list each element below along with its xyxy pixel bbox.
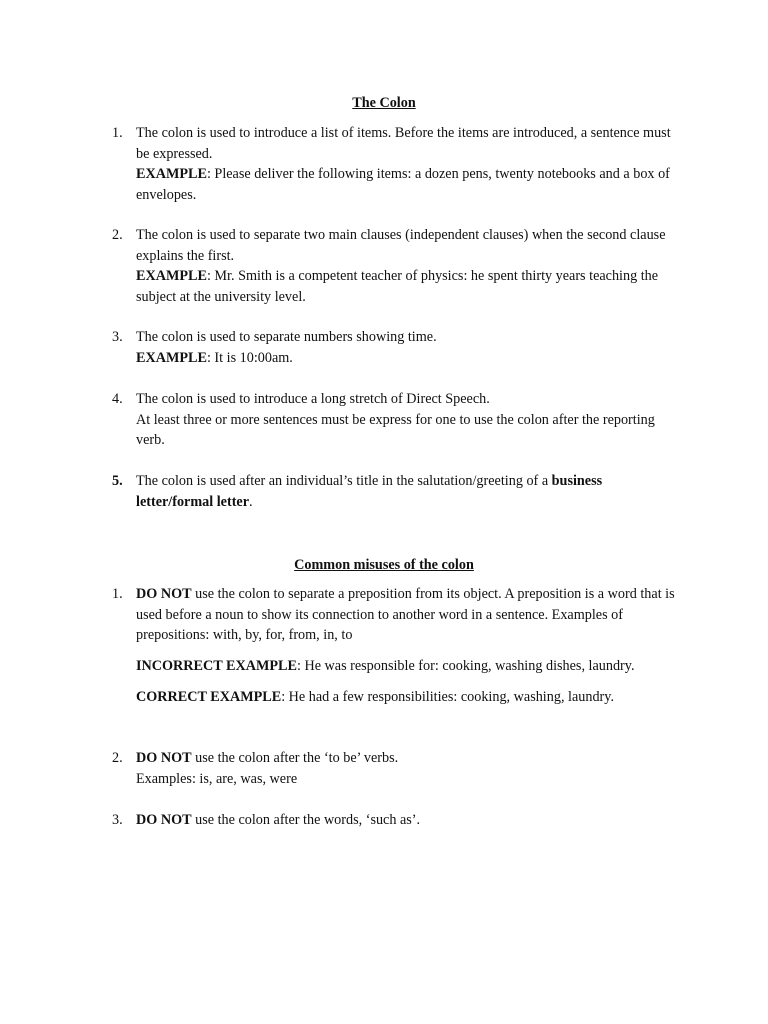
use-description: The colon is used to introduce a long stretch of Direct Speech. (136, 391, 490, 407)
use-item-3 (112, 327, 682, 368)
list-number: 5. (112, 473, 123, 489)
misuse-lead: DO NOT (136, 750, 192, 766)
list-number: 3. (112, 812, 123, 828)
misuse-incorrect-example (112, 656, 682, 677)
example-label: EXAMPLE (136, 349, 207, 366)
list-number: 1. (112, 586, 123, 602)
correct-example-line (136, 687, 682, 708)
example-text: : Mr. Smith is a competent teacher of physics: he spent thirty years teaching the subject at the university level. (136, 268, 659, 305)
incorrect-example-line (136, 656, 682, 677)
misuse-examples: Examples: is, are, was, were (136, 770, 298, 787)
use-text: The colon is used after an individual’s title in the salutation/greeting of a (136, 473, 552, 489)
use-example (136, 348, 682, 369)
list-number: 1. (112, 125, 123, 141)
list-number: 2. (112, 750, 123, 766)
use-item-1 (112, 123, 682, 205)
use-description (136, 471, 682, 512)
misuse-description (136, 584, 682, 646)
incorrect-text: : He was responsible for: cooking, washing dishes, laundry. (296, 658, 635, 674)
misuse-description (136, 748, 682, 769)
use-item-2 (112, 225, 682, 307)
use-description: The colon is used to separate numbers showing time. (136, 329, 437, 345)
use-tail: . (249, 493, 253, 510)
misuse-correct-example (112, 687, 682, 708)
correct-text: : He had a few responsibilities: cooking, washing, laundry. (281, 689, 614, 705)
example-label: EXAMPLE (136, 268, 207, 284)
use-example (136, 164, 682, 205)
use-note: At least three or more sentences must be express for one to use the colon after the reporting verb. (136, 411, 655, 448)
use-description: The colon is used to introduce a list of items. Before the items are introduced, a sentence must be expressed. (136, 125, 671, 162)
list-number: 2. (112, 227, 123, 243)
list-number: 3. (112, 329, 123, 345)
list-number: 4. (112, 391, 123, 407)
correct-label: CORRECT EXAMPLE (136, 689, 282, 705)
use-example (136, 266, 682, 307)
use-item-5 (112, 471, 682, 512)
misuse-lead: DO NOT (136, 812, 192, 828)
example-text: : Please deliver the following items: a dozen pens, twenty notebooks and a box of envelopes. (136, 166, 670, 203)
misuse-item-1 (112, 584, 682, 646)
misuse-text: use the colon after the ‘to be’ verbs. (191, 750, 399, 766)
example-text: : It is 10:00am. (206, 349, 293, 366)
misuse-text: use the colon after the words, ‘such as’. (191, 812, 421, 828)
use-item-4 (112, 389, 682, 451)
example-label: EXAMPLE (136, 166, 207, 182)
misuse-lead: DO NOT (136, 586, 192, 602)
misuse-item-2 (112, 748, 682, 789)
misuse-text: use the colon to separate a preposition from its object. A preposition is a word that is used before a noun to show its connection to another word in a sentence. Examples of prepositions: with, by, for, from, in, to (136, 586, 675, 643)
misuse-item-3 (112, 810, 682, 831)
use-description: The colon is used to separate two main clauses (independent clauses) when the second clause explains the first. (136, 227, 666, 264)
incorrect-label: INCORRECT EXAMPLE (136, 658, 297, 674)
use-bold-term: business letter/formal letter (136, 473, 603, 510)
misuse-description (136, 810, 682, 831)
page-title: The Colon (352, 95, 416, 111)
misuses-title: Common misuses of the colon (294, 557, 474, 573)
